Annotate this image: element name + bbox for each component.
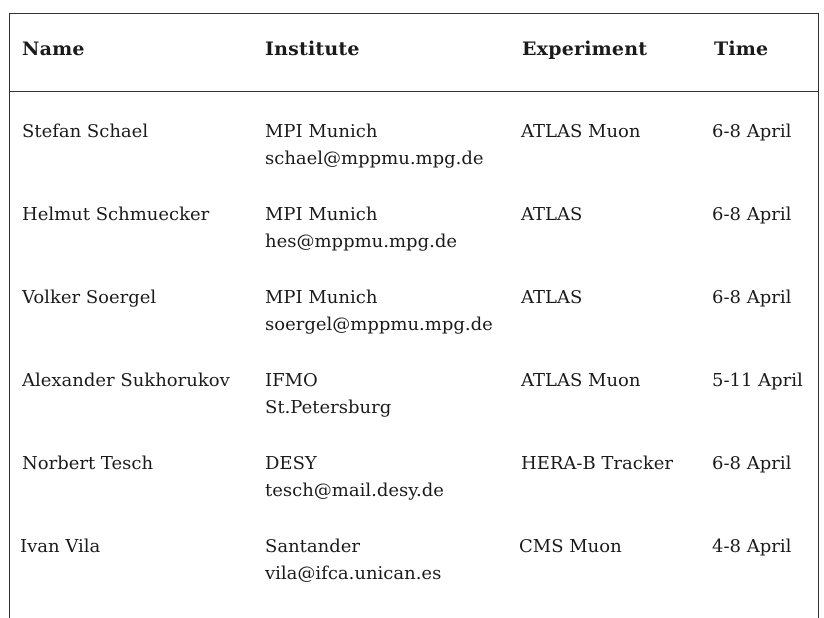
header-time: Time [714,38,769,60]
row-email: tesch@mail.desy.de [265,480,444,501]
row-experiment: ATLAS [521,204,583,225]
row-institute: Santander [265,536,360,557]
row-experiment: HERA-B Tracker [521,453,674,474]
row-time: 4-8 April [712,536,792,557]
row-name: Norbert Tesch [22,453,154,474]
header-institute: Institute [265,38,360,60]
row-email: hes@mppmu.mpg.de [265,231,457,252]
row-institute: DESY [265,453,317,474]
row-experiment: ATLAS Muon [521,121,641,142]
row-name: Volker Soergel [22,287,157,308]
row-name: Helmut Schmuecker [22,204,210,225]
row-institute-detail: St.Petersburg [265,397,392,418]
row-email: soergel@mppmu.mpg.de [265,314,493,335]
row-experiment: ATLAS [521,287,583,308]
row-name: Alexander Sukhorukov [22,370,230,391]
row-institute: MPI Munich [265,121,378,142]
header-name: Name [22,38,85,60]
row-experiment: ATLAS Muon [521,370,641,391]
row-email: schael@mppmu.mpg.de [265,148,484,169]
row-time: 5-11 April [712,370,803,391]
row-name: Stefan Schael [22,121,149,142]
row-experiment: CMS Muon [519,536,622,557]
row-time: 6-8 April [712,287,792,308]
row-email: vila@ifca.unican.es [265,563,442,584]
row-institute: MPI Munich [265,287,378,308]
row-time: 6-8 April [712,204,792,225]
row-institute: MPI Munich [265,204,378,225]
row-time: 6-8 April [712,453,792,474]
header-divider [9,91,819,92]
header-experiment: Experiment [522,38,648,60]
row-time: 6-8 April [712,121,792,142]
row-name: Ivan Vila [20,536,101,557]
row-institute: IFMO [265,370,318,391]
